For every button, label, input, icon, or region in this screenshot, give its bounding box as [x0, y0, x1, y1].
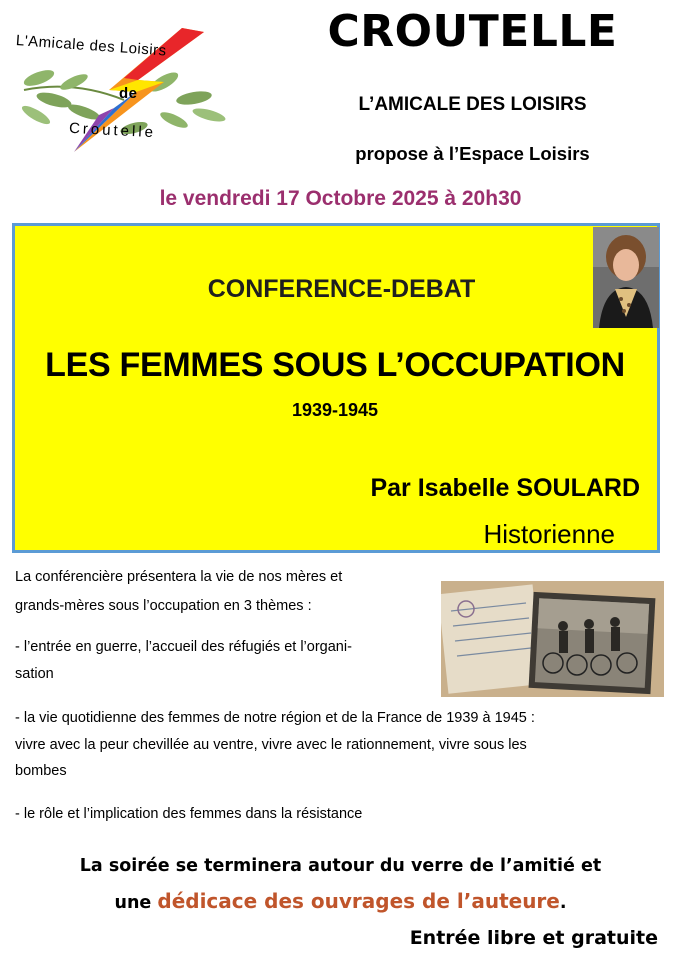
historic-photo	[441, 581, 664, 697]
closing-line2-prefix: une	[114, 893, 158, 913]
theme1-line2: sation	[15, 666, 54, 682]
free-entry-notice: Entrée libre et gratuite	[409, 927, 658, 949]
town-title: CROUTELLE	[327, 6, 618, 57]
logo-text-line1: L'Amicale des Loisirs	[15, 32, 168, 60]
theme2-line1: - la vie quotidienne des femmes de notre région et de la France de 1939 à 1945 :	[15, 710, 535, 726]
logo-text-line3: Croutelle	[68, 119, 157, 142]
theme2-line2: vivre avec la peur chevillée au ventre, vivre avec le rationnement, vivre sous les	[15, 737, 527, 753]
speaker-name: Par Isabelle SOULARD	[370, 474, 640, 502]
event-type: CONFERENCE-DEBAT	[207, 275, 476, 303]
association-logo	[14, 20, 242, 160]
event-years: 1939-1945	[291, 400, 379, 420]
closing-line2	[0, 889, 681, 913]
book-signing-highlight: dédicace des ouvrages de l’auteure	[157, 889, 560, 913]
intro-line2: grands-mères sous l’occupation en 3 thèmes :	[15, 598, 312, 614]
venue-line: propose à l’Espace Loisirs	[355, 143, 590, 164]
theme3-line: - le rôle et l’implication des femmes dans la résistance	[15, 806, 363, 822]
logo-text-line2: de	[119, 85, 138, 102]
speaker-role: Historienne	[483, 519, 615, 549]
event-box	[12, 223, 660, 553]
intro-line1: La conférencière présentera la vie de nos mères et	[15, 569, 343, 585]
closing-line1: La soirée se terminera autour du verre de l’amitié et	[79, 856, 602, 876]
theme2-line3: bombes	[15, 763, 67, 779]
theme1-line1: - l’entrée en guerre, l’accueil des réfugiés et l’organi-	[15, 639, 352, 655]
event-date: le vendredi 17 Octobre 2025 à 20h30	[159, 187, 522, 210]
speaker-portrait	[593, 227, 659, 328]
historic-photo-image	[441, 581, 664, 697]
event-title: LES FEMMES SOUS L’OCCUPATION	[45, 346, 625, 384]
association-name: L’AMICALE DES LOISIRS	[358, 94, 587, 115]
portrait-image	[593, 227, 659, 328]
closing-line2-suffix: .	[559, 893, 567, 913]
